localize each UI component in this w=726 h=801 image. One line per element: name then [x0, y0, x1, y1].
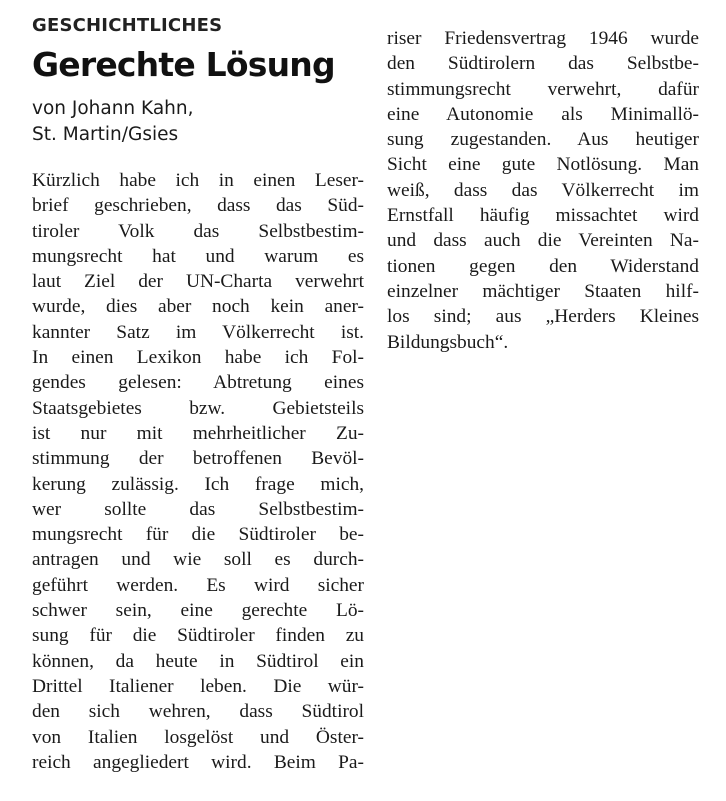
text-line: tionen gegen den Widerstand: [387, 255, 699, 277]
text-line: von Italien losgelöst und Öster-: [32, 726, 364, 748]
text-line: brief geschrieben, dass das Süd-: [32, 195, 364, 217]
text-line: kannter Satz im Völkerrecht ist.: [32, 321, 364, 343]
text-line: sung zugestanden. Aus heutiger: [387, 129, 699, 151]
text-line: gendes gelesen: Abtretung eines: [32, 372, 364, 394]
text-line: wer sollte das Selbstbestim-: [32, 498, 364, 520]
text-line: mungsrecht hat und warum es: [32, 245, 364, 267]
text-line: tiroler Volk das Selbstbestim-: [32, 220, 364, 242]
byline-author: von Johann Kahn,: [32, 98, 194, 119]
text-line: Bildungsbuch“.: [387, 331, 509, 353]
text-line: In einen Lexikon habe ich Fol-: [32, 347, 364, 369]
text-line: reich angegliedert wird. Beim Pa-: [32, 751, 364, 773]
text-line: können, da heute in Südtirol ein: [32, 650, 364, 672]
text-line: los sind; aus „Herders Kleines: [387, 306, 699, 328]
text-line: riser Friedensvertrag 1946 wurde: [387, 28, 699, 49]
text-line: wurde, dies aber noch kein aner-: [32, 296, 364, 318]
text-line: den sich wehren, dass Südtirol: [32, 701, 364, 723]
text-line: Staatsgebietes bzw. Gebietsteils: [32, 397, 364, 419]
text-line: einzelner mächtiger Staaten hilf-: [387, 280, 699, 302]
text-line: Kürzlich habe ich in einen Leser-: [32, 170, 364, 191]
text-line: Sicht eine gute Notlösung. Man: [387, 154, 699, 176]
text-line: stimmungsrecht verwehrt, dafür: [387, 78, 699, 100]
text-line: schwer sein, eine gerechte Lö-: [32, 600, 364, 622]
text-line: den Südtirolern das Selbstbe-: [387, 53, 699, 75]
text-line: Drittel Italiener leben. Die wür-: [32, 675, 364, 697]
byline: [32, 96, 364, 148]
section-kicker: GESCHICHTLICHES: [32, 15, 223, 36]
column-right: [387, 26, 699, 355]
text-line: geführt werden. Es wird sicher: [32, 574, 364, 596]
byline-location: St. Martin/Gsies: [32, 124, 179, 145]
text-line: weiß, dass das Völkerrecht im: [387, 179, 699, 201]
text-line: antragen und wie soll es durch-: [32, 549, 364, 571]
text-line: eine Autonomie als Minimallö-: [387, 103, 699, 125]
body-text-left: [32, 168, 364, 775]
text-line: Ernstfall häufig missachtet wird: [387, 205, 699, 227]
text-line: und dass auch die Vereinten Na-: [387, 230, 699, 252]
text-line: laut Ziel der UN-Charta verwehrt: [32, 271, 364, 293]
body-text-right: [387, 26, 699, 355]
text-line: sung für die Südtiroler finden zu: [32, 625, 364, 647]
headline: Gerechte Lösung: [32, 45, 335, 84]
text-line: kerung zulässig. Ich frage mich,: [32, 473, 364, 495]
text-line: ist nur mit mehrheitlicher Zu-: [32, 422, 364, 444]
text-line: mungsrecht für die Südtiroler be-: [32, 524, 364, 546]
text-line: stimmung der betroffenen Bevöl-: [32, 448, 364, 470]
column-left: [32, 14, 364, 775]
